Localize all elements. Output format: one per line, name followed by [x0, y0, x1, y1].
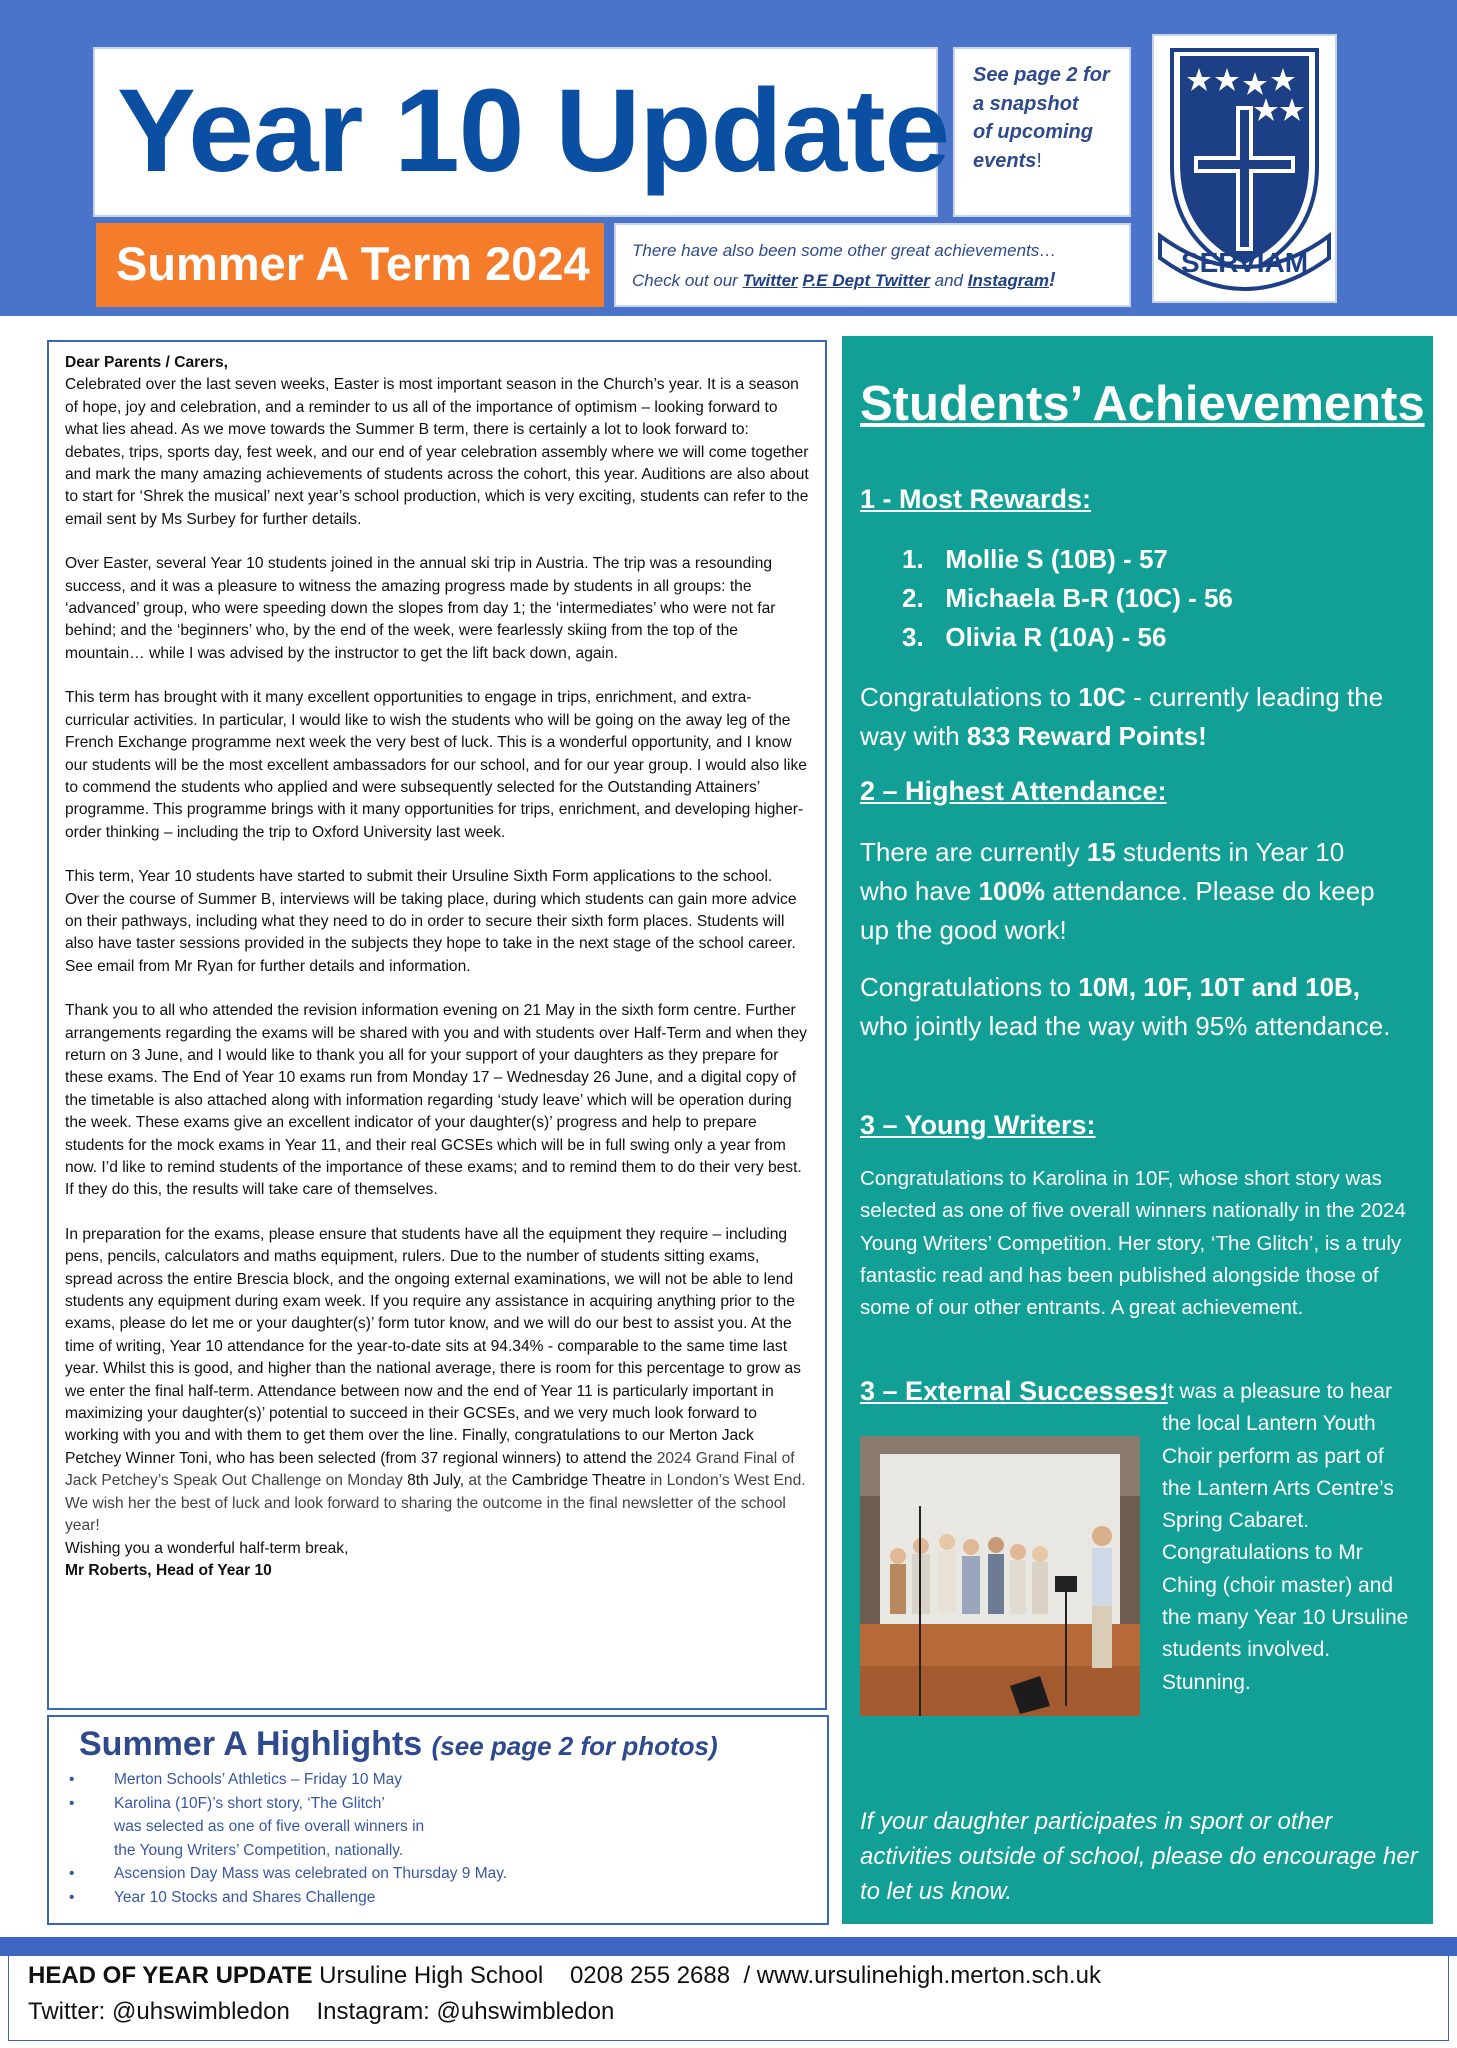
- term-banner: [96, 223, 604, 307]
- reward-item: 2. Michaela B-R (10C) - 56: [902, 583, 1233, 613]
- final-grand: Grand Final of Jack Petchey’s Speak Out Challenge on Monday: [65, 1449, 795, 1490]
- highlight-text: Ascension Day Mass was celebrated on Thursday 9 May.: [114, 1865, 508, 1882]
- highlight-text: the Young Writers’ Competition, nationally.: [114, 1841, 404, 1859]
- highlight-item: [63, 1862, 813, 1886]
- achievements-panel: [842, 336, 1433, 1924]
- rp-bold: 833 Reward Points!: [966, 721, 1207, 751]
- ap-text: Congratulations to: [860, 972, 1079, 1002]
- letter-greeting: Dear Parents / Carers,: [65, 354, 228, 371]
- highlights-subtitle: (see page 2 for photos): [431, 1731, 718, 1761]
- rewards-list: [902, 540, 1233, 657]
- crest-motto: SERVIAM: [1180, 247, 1309, 278]
- reward-item: 3. Olivia R (10A) - 56: [902, 622, 1167, 652]
- attendance-heading: 2 – Highest Attendance:: [860, 776, 1167, 806]
- external-heading: 3 – External Successes:: [860, 1376, 1168, 1406]
- see-page-line: a snapshot: [973, 92, 1079, 115]
- footer-website[interactable]: / www.ursulinehigh.merton.sch.uk: [743, 1962, 1101, 1989]
- crest-shield-icon: [1154, 36, 1335, 301]
- rp-text: - currently leading the way with: [860, 682, 1384, 751]
- ap-text: There are currently: [860, 837, 1087, 867]
- ap-text: attendance. Please do keep up the good work!: [860, 876, 1375, 945]
- highlights-box: [47, 1715, 829, 1925]
- rewards-heading: 1 - Most Rewards:: [860, 484, 1092, 514]
- achievements-title: Students’ Achievements: [860, 377, 1425, 431]
- reward-text: Olivia R (10A) - 56: [945, 622, 1167, 652]
- highlight-text: was selected as one of five overall winners in: [114, 1818, 425, 1835]
- ap-bold: 10M, 10F, 10T and 10B,: [1078, 972, 1361, 1002]
- letter-paragraph: Celebrated over the last seven weeks, Easter is most important season in the Church’s year. It is a season of hope, joy and celebration, and a reminder to us all of the importance of optimism – looking forward to what lies ahead. As we move towards the Summer B term, there is certainly a lot to look forward to: debates, trips, sports day, fest week, and our end of year celebration assembly where we will come together and mark the many amazing achievements of students across the cohort, this year. Auditions are also about to start for ‘Shrek the musical’ next year’s school production, which is very exciting, students can refer to the email sent by Ms Surbey for further details.: [65, 376, 809, 528]
- reward-item: 1. Mollie S (10B) - 57: [902, 544, 1168, 574]
- final-at: at the: [464, 1472, 512, 1490]
- final-rest: in London’s West End. We wish her the best of luck and look forward to sharing the outcome in the final newsletter of the school year!: [65, 1472, 806, 1535]
- highlight-text: Karolina (10F)’s short story, ‘The Glitch’: [114, 1794, 385, 1812]
- social-links-note: [614, 223, 1131, 307]
- letter-paragraph: Thank you to all who attended the revision information evening on 21 May in the sixth form centre. Further arrangements regarding the exams will be shared with you and with students over Half-Term and when they return on 3 June, and I would like to thank you all for your support of your daughters as they prepare for these exams. The End of Year 10 exams run from Monday 17 – Wednesday 26 June, and a digital copy of the timetable is also attached along with information regarding ‘study leave’ which will be operation during the week. These exams give an excellent indicator of your daughter(s)’ progress and help to prepare students for the mock exams in Year 11, and their real GCSEs which will be in full swing only a year from now. I’d like to remind students of the importance of these exams; and to remind them to do their very best. If they do this, the results will take care of themselves.: [65, 1002, 807, 1199]
- attendance-paragraph: [860, 833, 1380, 950]
- letter-signature: Mr Roberts, Head of Year 10: [65, 1561, 272, 1579]
- pe-twitter-link[interactable]: P.E Dept Twitter: [802, 271, 930, 291]
- choir-photo: [860, 1436, 1140, 1716]
- see-page-suffix: !: [1036, 149, 1042, 172]
- letter-paragraph: This term, Year 10 students have started to submit their Ursuline Sixth Form applications to the school. Over the course of Summer B, interviews will be taking place, during which students can gain more advice on their pathways, including what they need to do in order to secure their sixth form places. Students will also have taster sessions provided in the subjects they hope to take in the next stage of the school career. See email from Mr Ryan for further details and information.: [65, 868, 797, 975]
- ap-bold: 15: [1086, 837, 1116, 867]
- letter-box: [47, 340, 827, 1710]
- footer-info: [28, 1958, 1428, 2038]
- highlights-list: [63, 1768, 813, 1909]
- closing-note: If your daughter participates in sport or other activities outside of school, please do encourage her to let us know.: [860, 1808, 1418, 1905]
- footer-line-1: [28, 1958, 1428, 1994]
- highlights-title: Summer A Highlights: [79, 1725, 423, 1763]
- highlight-text: Merton Schools’ Athletics – Friday 10 May: [114, 1771, 403, 1788]
- final-year: 2024: [656, 1449, 692, 1467]
- reward-text: Michaela B-R (10C) - 56: [945, 583, 1233, 613]
- ap-text: who jointly lead the way with 95% attendance.: [860, 1011, 1391, 1041]
- ap-bold: 100%: [978, 876, 1046, 906]
- footer-school: Ursuline High School: [312, 1962, 544, 1989]
- letter-paragraph-final: [65, 1224, 809, 1538]
- achievements-note-line: There have also been some other great achievements…: [632, 241, 1057, 260]
- footer-line-2: [28, 1994, 1428, 2030]
- highlight-item: [63, 1768, 813, 1792]
- see-page-note: [953, 47, 1131, 217]
- see-page-line: See page 2 for: [973, 64, 1110, 86]
- footer-instagram[interactable]: Instagram: @uhswimbledon: [316, 1998, 615, 2025]
- instagram-link[interactable]: Instagram: [967, 271, 1049, 291]
- attendance-paragraph: [860, 968, 1395, 1046]
- rp-text: Congratulations to: [860, 682, 1079, 712]
- reward-text: Mollie S (10B) - 57: [945, 544, 1168, 574]
- final-text: In preparation for the exams, please ensure that students have all the equipment they require – including pens, pencils, calculators and maths equipment, rulers. Due to the number of students sitting exams, spread across the entire Brescia block, and the ongoing external examinations, we will not be able to lend students any equipment during exam week. If you require any assistance in acquiring anything prior to the exams, please do let me or your daughter(s)’ form tutor know, and we will do our best to assist you. At the time of writing, Year 10 attendance for the year-to-date sits at 94.34% - comparable to the same time last year. Whilst this is good, and higher than the national average, there is room for this percentage to grow as we enter the final half-term. Attendance between now and the end of Year 11 is particularly important in maximizing your daughter(s)’ potential to succeed in their GCSEs, and we very much look forward to working with you and with them to get them over the line. Finally, congratulations to our Merton Jack Petchey Winner Toni, who has been selected (from 37 regional winners) to attend the: [65, 1225, 801, 1467]
- letter-closing: Wishing you a wonderful half-term break,: [65, 1539, 349, 1557]
- highlight-item: [63, 1886, 813, 1910]
- footer-label: HEAD OF YEAR UPDATE: [28, 1962, 313, 1989]
- final-date: 8th July,: [407, 1472, 465, 1490]
- footer-twitter[interactable]: Twitter: @uhswimbledon: [28, 1998, 290, 2025]
- and-text: and: [929, 271, 968, 291]
- final-theatre: Cambridge Theatre: [511, 1472, 646, 1490]
- highlight-item: [63, 1792, 813, 1863]
- footer-phone: 0208 255 2688: [569, 1962, 731, 1989]
- writers-paragraph: Congratulations to Karolina in 10F, whose short story was selected as one of five overall winners nationally in the 2024 Young Writers’ Competition. Her story, ‘The Glitch’, is a truly fantastic read and has been published alongside those of some of our other entrants. A great achievement.: [860, 1167, 1406, 1320]
- page-title: Year 10 Update: [117, 65, 950, 197]
- term-label: Summer A Term 2024: [116, 237, 590, 290]
- see-page-line: of upcoming: [973, 121, 1093, 144]
- see-page-line: events: [973, 149, 1037, 172]
- writers-heading: 3 – Young Writers:: [860, 1110, 1096, 1140]
- rp-bold: 10C: [1078, 682, 1126, 712]
- rewards-paragraph: [860, 678, 1415, 756]
- letter-paragraph: This term has brought with it many excellent opportunities to engage in trips, enrichment, and extra-curricular activities. In particular, I would like to wish the students who will be going on the away leg of the French Exchange programme next week the very best of luck. This is a wonderful opportunity, and I know our students will be the most excellent ambassadors for our school, and for our year group. I would also like to commend the students who applied and were subsequently selected for the Outstanding Attainers’ programme. This programme brings with it many opportunities for trips, enrichment, and developing higher-order thinking – including the trip to Oxford University last week.: [65, 689, 807, 841]
- school-crest: [1152, 34, 1337, 303]
- letter-paragraph: Over Easter, several Year 10 students joined in the annual ski trip in Austria. The trip was a resounding success, and it was a pleasure to witness the amazing progress made by students in all groups: the ‘advanced’ group, who were speeding down the slopes from day 1; the ‘intermediates’ who were not far behind; and the ‘beginners’ who, by the end of the week, were fearlessly skiing from the top of the mountain… while I was advised by the instructor to get the lift back down, again.: [65, 555, 776, 662]
- external-paragraph: It was a pleasure to hear the local Lantern Youth Choir perform as part of the Lantern Arts Centre’s Spring Cabaret. Congratulations to Mr Ching (choir master) and the many Year 10 Ursuline students involved. Stunning.: [1162, 1380, 1409, 1694]
- highlight-text: Year 10 Stocks and Shares Challenge: [114, 1888, 376, 1906]
- exclaim: !: [1048, 269, 1056, 292]
- title-box: [93, 47, 950, 217]
- achievements-note-prefix: Check out our: [632, 271, 743, 291]
- twitter-link[interactable]: Twitter: [742, 271, 798, 291]
- ap-text: students in Year 10 who have: [860, 837, 1345, 906]
